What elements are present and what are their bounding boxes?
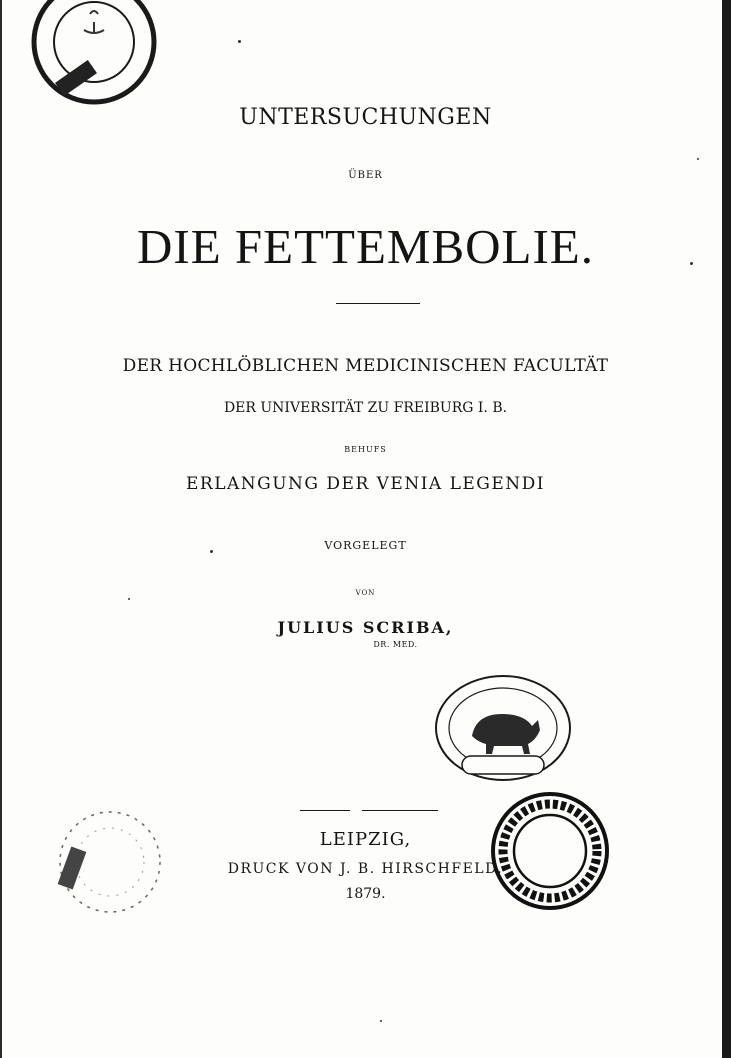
main-title: DIE FETTEMBOLIE. [137, 219, 594, 274]
imprint-rule-right [362, 810, 438, 811]
title-line-1: UNTERSUCHUNGEN [239, 105, 492, 130]
imprint-rule-left [300, 810, 350, 811]
dedication-university: DER UNIVERSITÄT ZU FREIBURG I. B. [223, 400, 508, 416]
imprint-printer: DRUCK VON J. B. HIRSCHFELD. [227, 861, 504, 877]
lincei-stamp [432, 672, 574, 784]
imprint-year: 1879. [345, 886, 386, 902]
author-name: JULIUS SCRIBA, [277, 618, 454, 637]
dedication-faculty: DER HOCHLÖBLICHEN MEDICINISCHEN FACULTÄT [122, 356, 609, 376]
by-label: VON [355, 589, 376, 597]
author-degree: DR. MED. [373, 640, 418, 649]
dedication-behufs: BEHUFS [344, 445, 387, 454]
title-line-2: ÜBER [348, 170, 383, 181]
imprint-place: LEIPZIG, [319, 829, 412, 850]
divider-rule [336, 303, 420, 304]
library-stamp-top-left [30, 0, 158, 106]
dedication-venia: ERLANGUNG DER VENIA LEGENDI [185, 474, 546, 494]
submitted-label: VORGELEGT [324, 539, 407, 552]
scan-speck [380, 1020, 382, 1022]
scan-speck [697, 158, 699, 160]
scan-speck [210, 550, 213, 553]
scan-speck [128, 598, 130, 600]
scan-speck [238, 40, 241, 43]
scan-speck [690, 262, 693, 265]
